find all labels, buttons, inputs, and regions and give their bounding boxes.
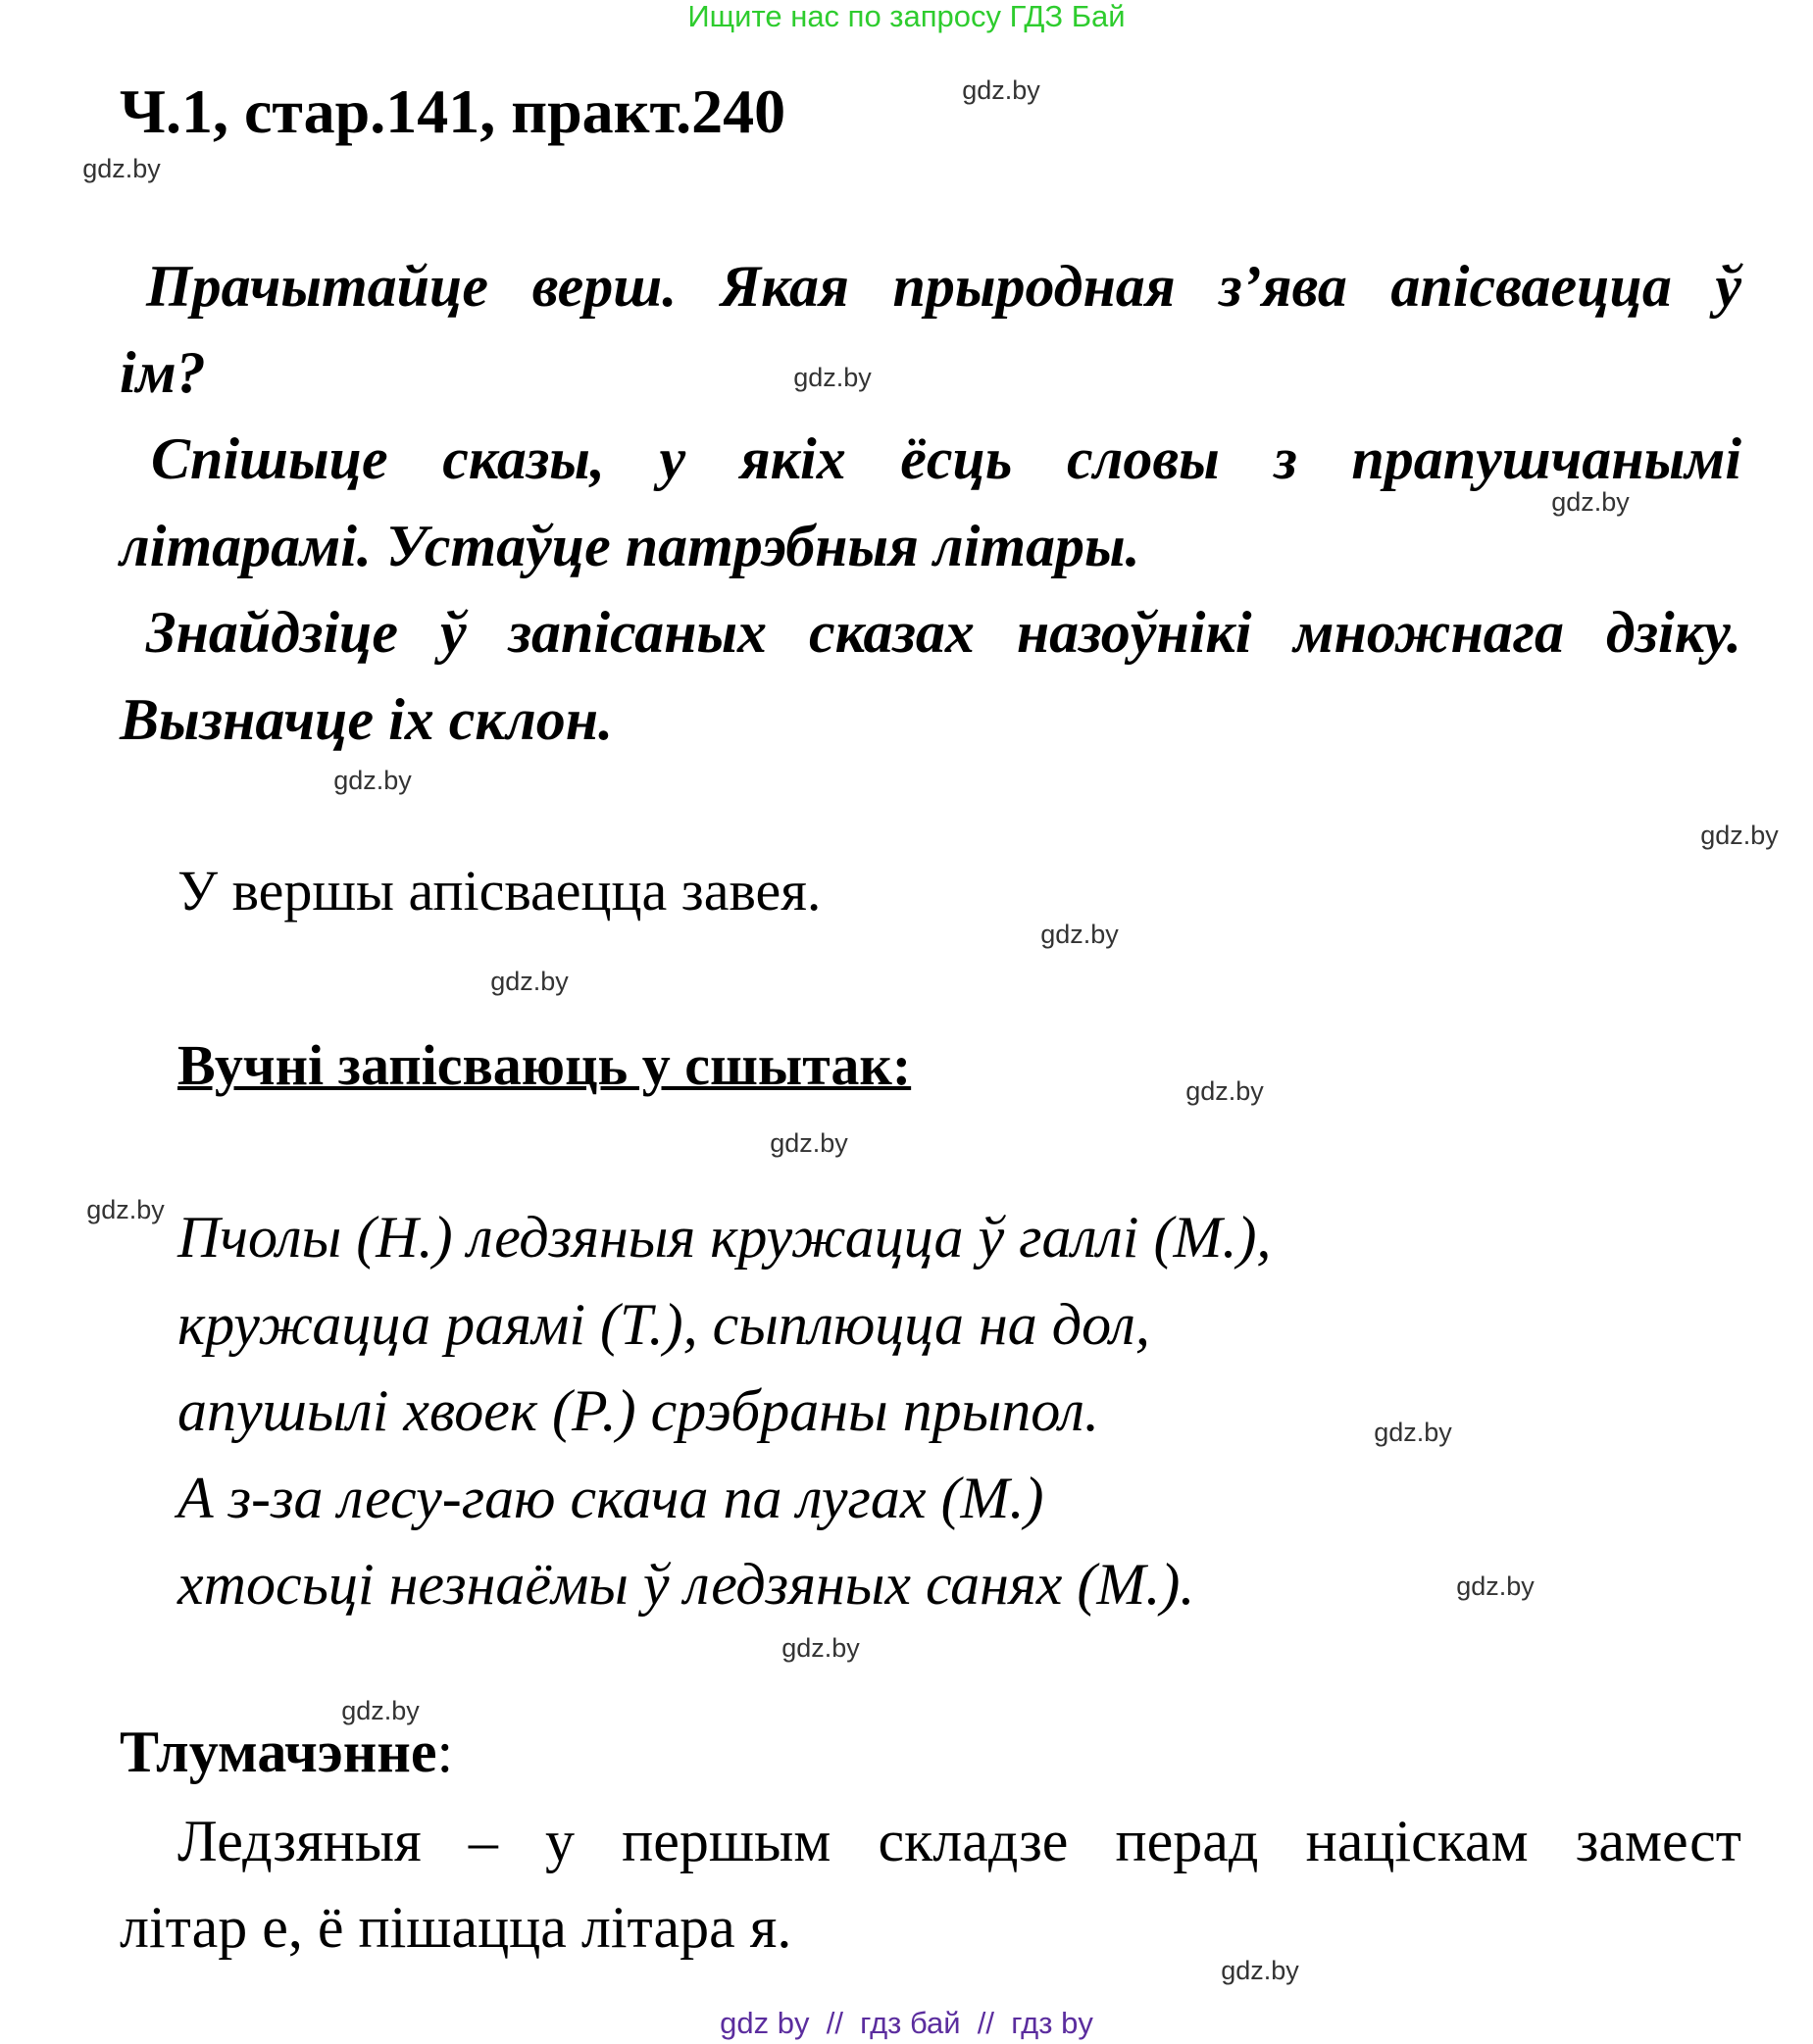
- watermark: gdz.by: [86, 1195, 165, 1224]
- poem-line: А з-за лесу-гаю скача па лугах (М.): [177, 1466, 1044, 1530]
- explanation-colon: :: [436, 1720, 454, 1784]
- watermark: gdz.by: [490, 967, 569, 996]
- watermark: gdz.by: [333, 766, 412, 795]
- watermark: gdz.by: [1040, 920, 1119, 949]
- watermark: gdz.by: [1551, 487, 1630, 517]
- task-line: літарамі. Устаўце патрэбныя літары.: [120, 514, 1140, 578]
- watermark: gdz.by: [962, 75, 1040, 105]
- watermark: gdz.by: [1374, 1418, 1452, 1447]
- watermark: gdz.by: [770, 1128, 848, 1158]
- page-title: Ч.1, стар.141, практ.240: [120, 76, 786, 146]
- watermark: gdz.by: [1456, 1571, 1535, 1601]
- poem-line: апушылі хвоек (Р.) срэбраны прыпол.: [177, 1378, 1099, 1443]
- watermark: gdz.by: [1185, 1076, 1264, 1106]
- task-line: Знайдзіце ў запісаных сказах назоўнікі множнага дзіку.: [146, 600, 1741, 665]
- search-banner: Ищите нас по запросу ГДЗ Бай: [687, 0, 1126, 33]
- task-line: ім?: [120, 340, 206, 405]
- task-line: Спішыце сказы, у якіх ёсць словы з прапушчанымі: [151, 426, 1741, 491]
- explanation-line: літар е, ё пішацца літара я.: [120, 1895, 792, 1960]
- explanation-heading-text: Тлумачэнне: [120, 1720, 437, 1784]
- watermark: gdz.by: [1221, 1956, 1299, 1985]
- poem-line: Пчолы (Н.) ледзяныя кружацца ў галлі (М.),: [177, 1205, 1272, 1270]
- task-line: Вызначце іх склон.: [120, 687, 614, 752]
- explanation-heading: [120, 1717, 453, 1787]
- poem-line: кружацца раямі (Т.), сыплюцца на дол,: [177, 1292, 1150, 1357]
- watermark: gdz.by: [341, 1696, 420, 1725]
- poem-line: хтосьці незнаёмы ў ледзяных санях (М.).: [177, 1552, 1195, 1617]
- footer-links[interactable]: gdz by // гдз бай // гдз by: [720, 2006, 1093, 2040]
- answer-text: У вершы апісваецца завея.: [177, 859, 822, 922]
- watermark: gdz.by: [781, 1633, 860, 1663]
- task-line: Прачытайце верш. Якая прыродная з’ява апісваецца ў: [146, 254, 1741, 319]
- watermark: gdz.by: [1700, 821, 1779, 850]
- explanation-line: Ледзяныя – у першым складзе перад націскам замест: [177, 1809, 1741, 1873]
- watermark: gdz.by: [82, 154, 161, 183]
- watermark: gdz.by: [793, 363, 872, 392]
- subheading: Вучні запісваюць у сшытак:: [177, 1033, 912, 1097]
